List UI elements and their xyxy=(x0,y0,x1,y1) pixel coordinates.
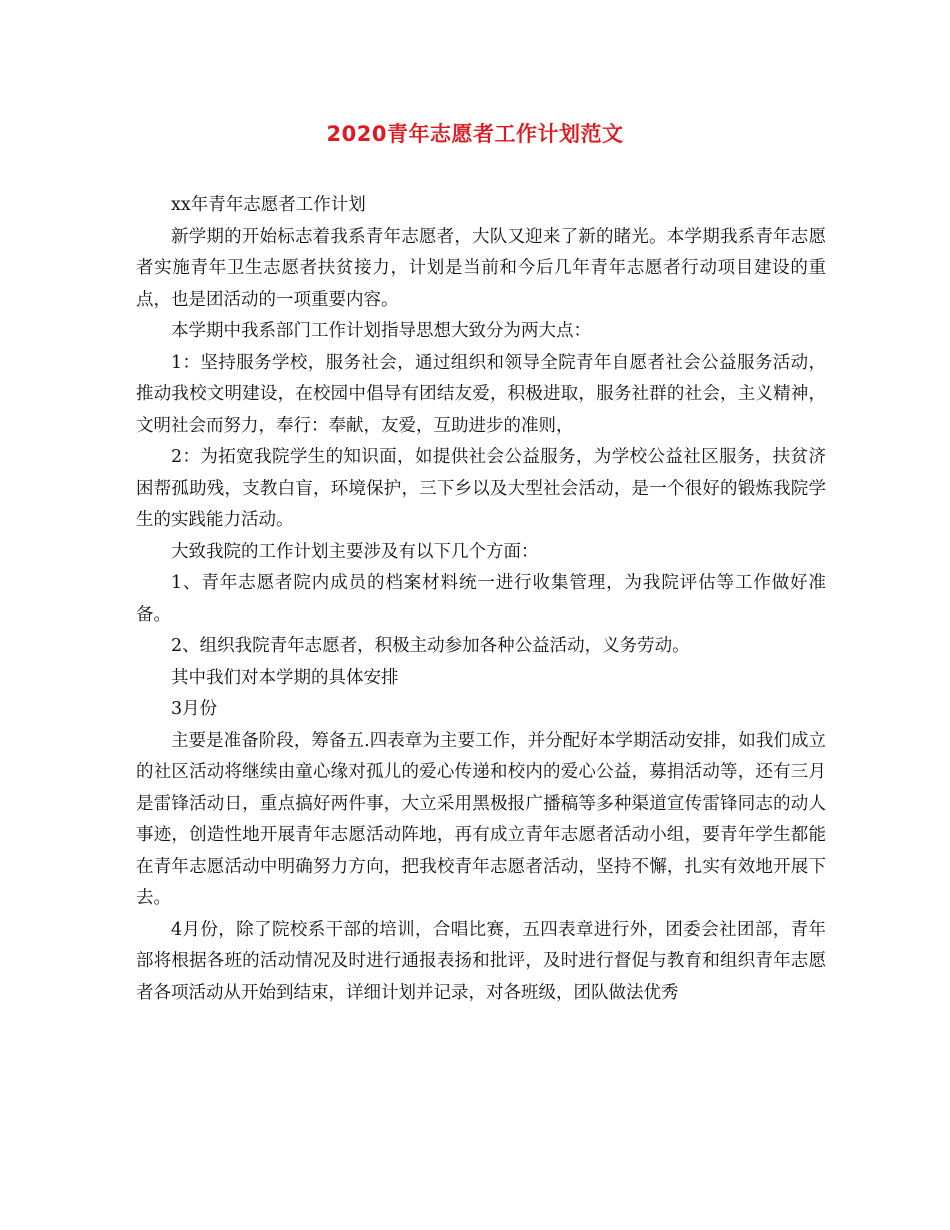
paragraph-guiding-thought: 本学期中我系部门工作计划指导思想大致分为两大点： xyxy=(171,321,591,341)
paragraph-aspect-1: 1、青年志愿者院内成员的档案材料统一进行收集管理，为我院评估等工作做好准备。 xyxy=(136,573,826,625)
paragraph-point-2: 2：为拓宽我院学生的知识面，如提供社会公益服务，为学校公益社区服务，扶贫济困帮孤助残，支教白盲，环境保护，三下乡以及大型社会活动，是一个很好的锻炼我院学生的实践能力活动。 xyxy=(136,447,826,530)
paragraph-heading: xx年青年志愿者工作计划 xyxy=(171,195,366,215)
paragraph-march-heading: 3月份 xyxy=(171,699,218,719)
paragraph-schedule-intro: 其中我们对本学期的具体安排 xyxy=(171,667,399,688)
paragraph-april-details: 4月份，除了院校系干部的培训，合唱比赛，五四表章进行外，团委会社团部，青年部将根据各班的活动情况及时进行通报表扬和批评，及时进行督促与教育和组织青年志愿者各项活动从开始到结束，详细计划并记录，对各班级，团队做法优秀 xyxy=(136,919,826,1003)
paragraph-intro: 新学期的开始标志着我系青年志愿者，大队又迎来了新的睹光。本学期我系青年志愿者实施青年卫生志愿者扶贫接力，计划是当前和今后几年青年志愿者行动项目建设的重点，也是团活动的一项重要内容。 xyxy=(136,226,826,310)
paragraph-march-details: 主要是准备阶段，筹备五.四表章为主要工作，并分配好本学期活动安排，如我们成立的社区活动将继续由童心缘对孤儿的爱心传递和校内的爱心公益，募捐活动等，还有三月是雷锋活动日，重点搞好两件事，大立采用黑极报广播稿等多种渠道宣传雷锋同志的动人事迹，创造性地开展青年志愿活动阵地，再有成立青年志愿者活动小组，要青年学生都能在青年志愿活动中明确努力方向，把我校青年志愿者活动，坚持不懈，扎实有效地开展下去。 xyxy=(136,730,826,908)
paragraph-plan-aspects: 大致我院的工作计划主要涉及有以下几个方面： xyxy=(171,541,539,562)
document-body xyxy=(136,190,826,1009)
paragraph-aspect-2: 2、组织我院青年志愿者，积极主动参加各种公益活动，义务劳动。 xyxy=(171,636,690,656)
paragraph-point-1: 1：坚持服务学校，服务社会，通过组织和领导全院青年自愿者社会公益服务活动，推动我校文明建设，在校园中倡导有团结友爱，积极进取，服务社群的社会，主义精神，文明社会而努力，奉行：奉献，友爱，互助进步的准则， xyxy=(136,352,826,436)
document-title: 2020青年志愿者工作计划范文 xyxy=(326,122,624,146)
